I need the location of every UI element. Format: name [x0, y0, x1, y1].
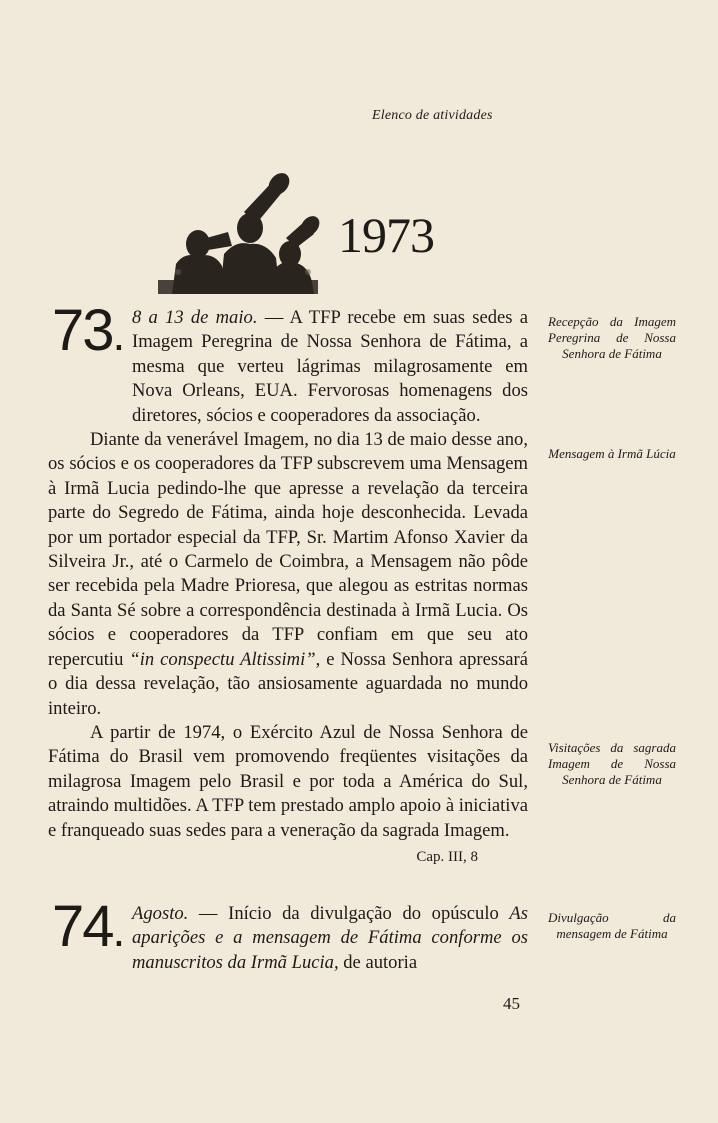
entry-74-title: As aparições e a mensagem de Fátima conforme os manuscritos da Irmã Lucia,: [132, 903, 528, 973]
entry-number-dot: .: [112, 904, 124, 956]
entry-73-body: [48, 306, 528, 869]
entry-74-body: [48, 902, 528, 975]
entry-73-p2-b: , e Nossa Senhora apressará o dia dessa revelação, tão ansiosamente aguardada no mundo inteiro.: [48, 648, 528, 719]
sidenote-divulgation: Divulgação da mensagem de Fátima: [548, 910, 676, 941]
entry-73-paragraph-2: [48, 428, 528, 721]
sidenote-reception: Recepção da Imagem Peregrina de Nossa Senhora de Fátima: [548, 314, 676, 361]
entry-73-p2-quote: “in conspectu Altissimi”: [129, 648, 316, 670]
chapter-reference: Cap. III, 8: [416, 848, 478, 865]
heralds-illustration: [158, 172, 328, 294]
entry-73-paragraph-3: A partir de 1974, o Exército Azul de Nossa Senhora de Fátima do Brasil vem promovendo freqüentes visitações da milagrosa Imagem pelo Brasil e por toda a América do Sul, atraindo multidões. A TFP tem prestado amplo apoio à iniciativa e franqueado suas sedes para a veneração da sagrada Imagem.: [48, 721, 528, 841]
entry-73-lead-text: — A TFP recebe em suas sedes a Imagem Peregrina de Nossa Senhora de Fátima, a mesma que verteu lágrimas milagrosamente em Nova Orleans, EUA. Fervorosas homenagens dos diretores, sócios e cooperadores da associação.: [132, 307, 528, 426]
entry-number-text: 73: [52, 298, 113, 363]
entry-74-date: Agosto.: [132, 903, 189, 924]
entry-74-lead: [48, 902, 528, 975]
entry-number-dot: .: [112, 308, 124, 360]
entry-73-date: 8 a 13 de maio.: [132, 307, 258, 328]
year-header: [158, 172, 438, 294]
running-head: Elenco de atividades: [372, 108, 493, 123]
sidenote-visitations: Visitações da sagrada Imagem de Nossa Senhora de Fátima: [548, 740, 676, 787]
entry-74-lead-text: — Início da divulgação do opúsculo: [188, 903, 510, 924]
page-number: 45: [503, 994, 520, 1013]
sidenote-message: Mensagem à Irmã Lúcia: [548, 446, 676, 461]
entry-73-p2-a: Diante da venerável Imagem, no dia 13 de maio desse ano, os sócios e os cooperadores da TFP subscrevem uma Mensagem à Irmã Lucia pedindo-lhe que apresse a revelação da terceira parte do Segredo de Fátima, ainda hoje desconhecida. Levada por um portador especial da TFP, Sr. Martim Afonso Xavier da Silveira Jr., até o Carmelo de Coimbra, a Mensagem não pôde ser recebida pela Madre Prioresa, que alegou as estritas normas da Santa Sé sobre a correspondência destinada à Irmã Lucia. Os sócios e cooperadores da TFP confiam em que seu ato repercutiu: [48, 429, 528, 670]
entry-74-tail: de autoria: [338, 951, 418, 973]
year-title: 1973: [338, 207, 434, 263]
entry-73-lead: [48, 306, 528, 428]
entry-number-text: 74: [52, 894, 113, 959]
